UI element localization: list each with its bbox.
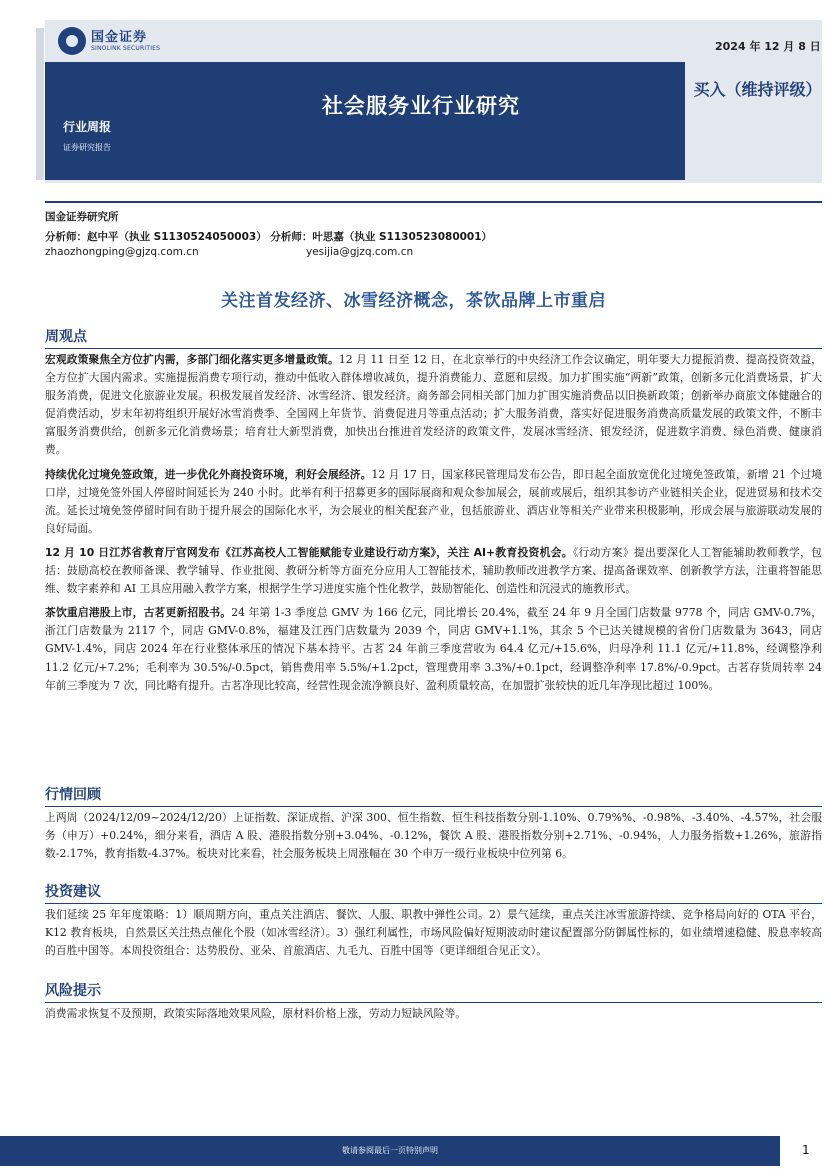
paragraph-body: 24 年第 1-3 季度总 GMV 为 166 亿元，同比增长 20.4%，截至 24 年 9 月全国门店数量 9778 个，同店 GMV-0.7%，浙江门店数量为 2117 个，同店 GMV-0.8%，福建及江西门店数量为 2039 个，同店 GMV+1.1%，其余 5 个已达关键规模的省份门店数量为 3643，同店 GMV-1.4%，同店 2024 年在行业整体承压的情况下基本持平。古茗 24 年前三季度营收为 64.4 亿元/+15.6%，归母净利 11.1 亿元/+11.8%，经调整净利 11.2 亿元/+7.2%；毛利率为 30.5%/-0.5pct，销售费用率 5.5%/+1.2pct，管理费用率 3.3%/+0.1pct，经调整净利率 17.8%/-0.9pct。古茗存货周转率 24 年前三季度为 7 次，同比略有提升。古茗净现比较高，经营性现金流净额良好、盈利质量较高，在加盟扩张较快的近几年净现比超过 100%。 <box>45 606 823 692</box>
section-investment-advice <box>45 881 822 966</box>
paragraph-ai-education <box>45 544 822 598</box>
analyst-email-1[interactable]: zhaozhongping@gjzq.com.cn <box>45 246 199 258</box>
report-headline: 关注首发经济、冰雪经济概念，茶饮品牌上市重启 <box>221 291 606 311</box>
section-title: 投资建议 <box>45 884 101 900</box>
paragraph-body: 12 月 17 日，国家移民管理局发布公告，即日起全面放宽优化过境免签政策，新增 21 个过境口岸，过境免签外国人停留时间延长为 240 小时。此举有利于招募更多的国际展商和观众参加展会，展前或展后，组织其参访产业链相关企业，促进贸易和技术交流。延长过境免签停留时间有助于提升展会的国际化水平，为会展业的相关配套产业，包括旅游业、酒店业等相关产业带来积极影响，形成会展与旅游联动发展的良好局面。 <box>45 467 823 535</box>
section-rule <box>45 903 822 904</box>
paragraph-lead: 持续优化过境免签政策，进一步优化外商投资环境，利好会展经济。 <box>45 467 372 481</box>
section-rule <box>45 348 822 349</box>
paragraph-risk: 消费需求恢复不及预期，政策实际落地效果风险，原材料价格上涨，劳动力短缺风险等。 <box>45 1007 467 1020</box>
paragraph-investment: 我们延续 25 年年度策略：1）顺周期方向，重点关注酒店、餐饮、人服、职教中弹性公司。2）景气延续，重点关注冰雪旅游持续、竞争格局向好的 OTA 平台，K12 教育板块，自然景区关注热点催化个股（如冰雪经济）。3）强红利属性，市场风险偏好短期波动时建议配置部分防御属性标的，如业绩增速稳健、股息率较高的百胜中国等。本周投资组合：达势股份、亚朵、首旅酒店、九毛九、百胜中国等（更详细组合见正文）。 <box>45 908 822 958</box>
section-weekly-view <box>45 326 822 701</box>
analyst-email-2[interactable]: yesijia@gjzq.com.cn <box>306 246 414 258</box>
logo-name-en: SINOLINK SECURITIES <box>91 44 161 52</box>
paragraph-body: 12 月 11 日至 12 日，在北京举行的中央经济工作会议确定，明年要大力提振消费、提高投资效益，全方位扩大国内需求。实施提振消费专项行动，推动中低收入群体增收减负，提升消费能力、意愿和层级。加力扩围实施“两新”政策，创新多元化消费场景，扩大服务消费，促进文化旅游业发展。积极发展首发经济、冰雪经济、银发经济。商务部会同相关部门加力扩围实施消费品以旧换新政策；创新举办商旅文体健融合的促消费活动，岁末年初将组织开展好冰雪消费季、全国网上年货节、消费促进月等重点活动；扩大服务消费，落实好促进服务消费高质量发展的政策文件，不断丰富服务消费供给，创新多元化消费场景；培育壮大新型消费，加快出台推进首发经济的政策文件，发展冰雪经济、银发经济，促进数字消费、绿色消费、健康消费。 <box>45 353 822 457</box>
section-market-review <box>45 784 822 869</box>
header-accent-bar <box>36 28 44 180</box>
footer-disclaimer: 敬请参阅最后一页特别声明 <box>342 1146 438 1155</box>
company-logo <box>58 27 160 55</box>
paragraph-visa-policy <box>45 466 822 538</box>
page-number: 1 <box>802 1143 810 1157</box>
section-rule <box>45 806 822 807</box>
report-title: 社会服务业行业研究 <box>322 94 520 118</box>
header-title-band <box>45 62 685 180</box>
section-title: 风险提示 <box>45 983 101 999</box>
logo-name-cn: 国金证券 <box>91 29 148 45</box>
header-divider <box>45 201 822 203</box>
paragraph-lead: 宏观政策聚焦全方位扩内需，多部门细化落实更多增量政策。 <box>45 353 339 366</box>
paragraph-lead: 茶饮重启港股上市，古茗更新招股书。 <box>45 606 232 620</box>
paragraph-tea-ipo <box>45 604 822 694</box>
section-title: 行情回顾 <box>45 787 101 803</box>
logo-icon <box>58 27 86 55</box>
analyst-info: 分析师：赵中平（执业 S1130524050003） 分析师：叶思嘉（执业 S1130523080001） <box>45 231 493 243</box>
section-risk <box>45 980 822 1029</box>
rating-badge: 买入（维持评级） <box>693 80 822 99</box>
paragraph-macro-policy <box>45 351 822 460</box>
paragraph-market: 上两周（2024/12/09~2024/12/20）上证指数、深证成指、沪深 300、恒生指数、恒生科技指数分别-1.10%、0.79%%、-0.98%、-3.40%、-4.57%，社会服务（申万）+0.24%，细分来看，酒店 A 股、港股指数分别+3.04%、-0.12%，餐饮 A 股、港股指数分别+2.71%、-0.94%，人力服务指数+1.26%，旅游指数-2.17%，教育指数-4.37%。板块对比来看，社会服务板块上周涨幅在 30 个申万一级行业板块中位列第 6。 <box>45 811 822 861</box>
research-institute: 国金证券研究所 <box>45 211 119 223</box>
report-date: 2024 年 12 月 8 日 <box>715 40 821 53</box>
section-rule <box>45 1002 822 1003</box>
report-subtype: 证券研究报告 <box>63 143 111 152</box>
paragraph-body: 《行动方案》提出要深化人工智能辅助教师教学，包括：鼓励高校在教师备课、教学辅导、作业批阅、教研分析等方面充分应用人工智能技术，辅助教师改进教学方案、提高备课效率、创新教学方法，注重将智能思维、数字素养和 AI 工具应用融入教学方案，根据学生学习进度实施个性化教学，鼓励智能化、创造性和沉浸式的施教形式。 <box>45 545 822 596</box>
section-title: 周观点 <box>45 329 87 345</box>
paragraph-lead: 12 月 10 日江苏省教育厅官网发布《江苏高校人工智能赋能专业建设行动方案》，关注 AI+教育投资机会。 <box>45 545 573 559</box>
report-type: 行业周报 <box>63 120 112 134</box>
